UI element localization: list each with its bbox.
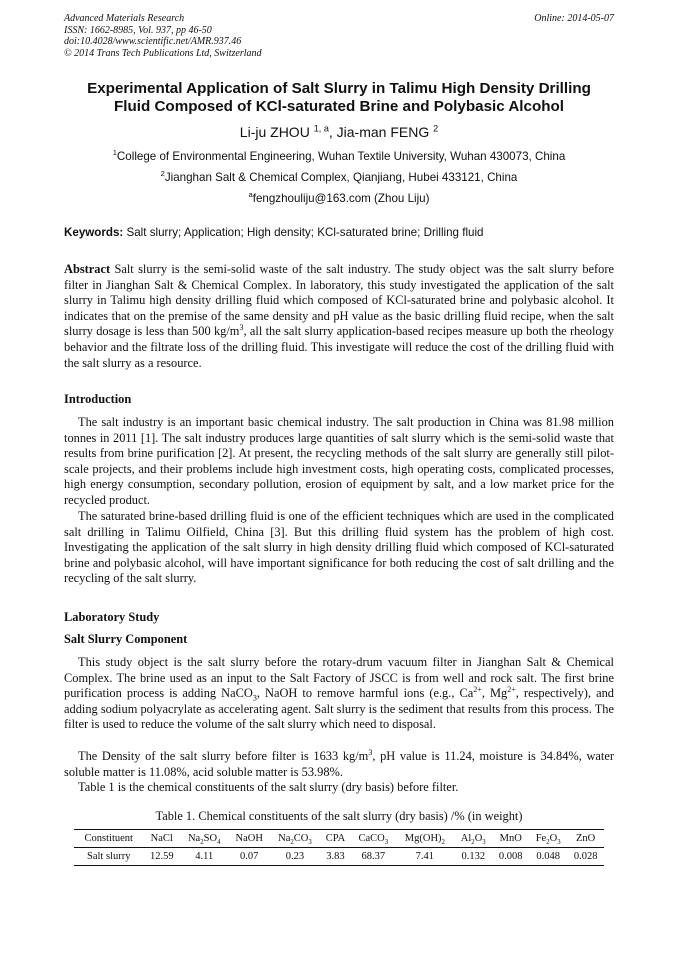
table-header-cell: NaCl: [150, 833, 173, 844]
table-header-row: [74, 830, 604, 848]
table-cell: 0.07: [240, 851, 259, 862]
author-list: [40, 124, 638, 140]
lab-study-heading: Laboratory Study: [64, 610, 160, 624]
table-cell: 3.83: [326, 851, 345, 862]
table-header-cell: Constituent: [84, 833, 133, 844]
table-header-cell: MnO: [499, 833, 522, 844]
journal-name: Advanced Materials Research: [64, 13, 185, 24]
lab-p2-part-b: , pH value is 11.24, moisture is 34.84%, water soluble matter is 11.08%, acid soluble matter is 53.98%.: [64, 749, 614, 779]
author-1-sup: 1, a: [313, 123, 329, 134]
keywords: [64, 226, 614, 239]
table-header-cell: $Na_2CO_3$: [278, 833, 312, 847]
doi-line: doi:10.4028/www.scientific.net/AMR.937.46: [64, 36, 242, 48]
table-header-cell: $Fe_2O_3$: [535, 833, 561, 847]
lab-p1-sup-1: 2+: [473, 685, 482, 695]
table-cell: 0.028: [573, 851, 598, 862]
table-header-cell: CaCO$_3$: [358, 833, 389, 847]
table-cell: 0.008: [498, 851, 523, 862]
table-header-cell: $Na_2SO_4$: [187, 833, 221, 847]
affiliation-2-sup: 2: [160, 169, 165, 179]
lab-p2-part-a: The Density of the salt slurry before filter is 1633 kg/m: [78, 749, 369, 763]
title-line-1: Experimental Application of Salt Slurry in Talimu High Density Drilling: [87, 80, 591, 97]
lab-p1-part-b: , NaOH to remove harmful ions (e.g., Ca: [256, 686, 474, 701]
table-cell: 7.41: [415, 851, 435, 862]
table-cell: 0.048: [536, 851, 560, 862]
lab-p2-sup: 3: [368, 747, 373, 757]
copyright-line: © 2014 Trans Tech Publications Ltd, Switzerland: [64, 47, 262, 59]
abstract-text-2: , all the salt slurry application-based recipes measure up both the rheology behavior and the filtrate loss of the drilling fluid. This investigate will reduce the cost of the drilling fluid with the salt slurry as a resource.: [64, 324, 614, 370]
table-1: [74, 829, 604, 866]
table-cell: 4.11: [195, 851, 214, 862]
author-2-name: Jia-man FENG: [336, 124, 430, 140]
table-header-cell: NaOH: [235, 833, 263, 844]
issn-line: ISSN: 1662-8985, Vol. 937, pp 46-50: [64, 24, 212, 36]
author-2-sup: 2: [433, 123, 439, 134]
abstract: [64, 262, 614, 371]
affiliation-2-text: Jianghan Salt & Chemical Complex, Qianjiang, Hubei 433121, China: [164, 171, 518, 184]
lab-p1-sup-2: 2+: [507, 685, 516, 695]
lab-p1-part-d: , respectively), and adding sodium polyacrylate as accelerating agent. Salt slurry is the sediment that results from this process. The filter is used to reduce the volume of the salt slurry which need to disposal.: [64, 686, 614, 732]
affiliation-1-sup: 1: [112, 148, 117, 158]
affiliation-email-sup: a: [248, 190, 253, 200]
table-header-cell: CPA: [325, 833, 346, 844]
affiliation-email-text: fengzhouliju@163.com (Zhou Liju): [252, 192, 430, 205]
table-cell: 0.23: [285, 851, 305, 862]
author-1-name: Li-ju ZHOU: [239, 124, 310, 140]
abstract-unit-sup: 3: [239, 323, 244, 333]
keywords-label: Keywords:: [64, 226, 124, 239]
affiliation-2: [40, 171, 638, 184]
lab-p1-sub: 3: [252, 693, 257, 703]
keywords-text: Salt slurry; Application; High density; KCl-saturated brine; Drilling fluid: [123, 226, 484, 239]
online-date: Online: 2014-05-07: [534, 13, 614, 24]
affiliation-email: [40, 192, 638, 205]
lab-paragraph-2: [64, 749, 614, 780]
intro-paragraph-1: The salt industry is an important basic chemical industry. The salt production in China was 81.98 million tonnes in 2011 [1]. The salt industry produces large quantities of salt slurry which is the semi-solid waste that results from brine purification [2]. At present, the recycling methods of the salt slurry are generally still pilot-scale projects, and their problems include high investment costs, high operating costs, complicated processes, high energy consumption, secondary pollution, erosion of equipment by salt, and a low market price for the recycled product.: [64, 415, 614, 507]
table-cell: 68.37: [361, 851, 386, 862]
lab-p1-part-a: This study object is the salt slurry before the rotary-drum vacuum filter in Jianghan Salt & Chemical Complex. The brine used as an input to the Salt Factory of JSCC is from well and rock salt. The first brine purification process is adding NaCO: [64, 655, 614, 701]
table-header-cell: $Mg(OH)_2$: [404, 833, 445, 847]
salt-slurry-component-heading: Salt Slurry Component: [64, 632, 188, 646]
intro-paragraph-2: The saturated brine-based drilling fluid is one of the efficient techniques which are used in the complicated salt drilling in Talimu Oilfield, China [3]. But this drilling fluid system has the problem of high cost. Investigating the application of the salt slurry in high density drilling fluid which composed of KCl-saturated brine and polybasic alcohol, will have important significance for both reducing the cost of salt drilling and the recycling of the salt slurry.: [64, 509, 614, 586]
table-cell: Salt slurry: [86, 851, 131, 862]
title-line-2: Fluid Composed of KCl-saturated Brine and Polybasic Alcohol: [113, 98, 565, 115]
lab-paragraph-3: Table 1 is the chemical constituents of the salt slurry (dry basis) before filter.: [78, 780, 459, 794]
abstract-text-1: Salt slurry is the semi-solid waste of the salt industry. The study object was the salt slurry before filter in Jianghan Salt & Chemical Complex. In laboratory, this study investigated the application of the salt slurry in Talimu high density drilling fluid which composed of KCl-saturated brine and polybasic alcohol. It indicates that on the premise of the same density and pH value as the basic drilling fluid recipe, when the salt slurry dosage is less than 500 kg/m: [64, 262, 614, 339]
table-header-cell: ZnO: [576, 833, 596, 844]
abstract-label: Abstract: [64, 262, 111, 276]
lab-p1-part-c: , Mg: [481, 686, 508, 701]
table-cell: 12.59: [149, 851, 174, 862]
table-header-cell: $Al_2O_3$: [460, 833, 486, 847]
journal-meta: [64, 13, 262, 59]
table-1-caption: Table 1. Chemical constituents of the salt slurry (dry basis) /% (in weight): [155, 809, 523, 823]
table-cell: 0.132: [461, 851, 486, 862]
affiliation-1-text: College of Environmental Engineering, Wuhan Textile University, Wuhan 430073, China: [116, 150, 566, 163]
lab-paragraph-1: [64, 655, 614, 733]
affiliation-1: [40, 150, 638, 163]
table-row: [74, 848, 604, 866]
author-separator: ,: [328, 124, 337, 140]
paper-title: [40, 80, 638, 116]
introduction-heading: Introduction: [64, 392, 132, 406]
